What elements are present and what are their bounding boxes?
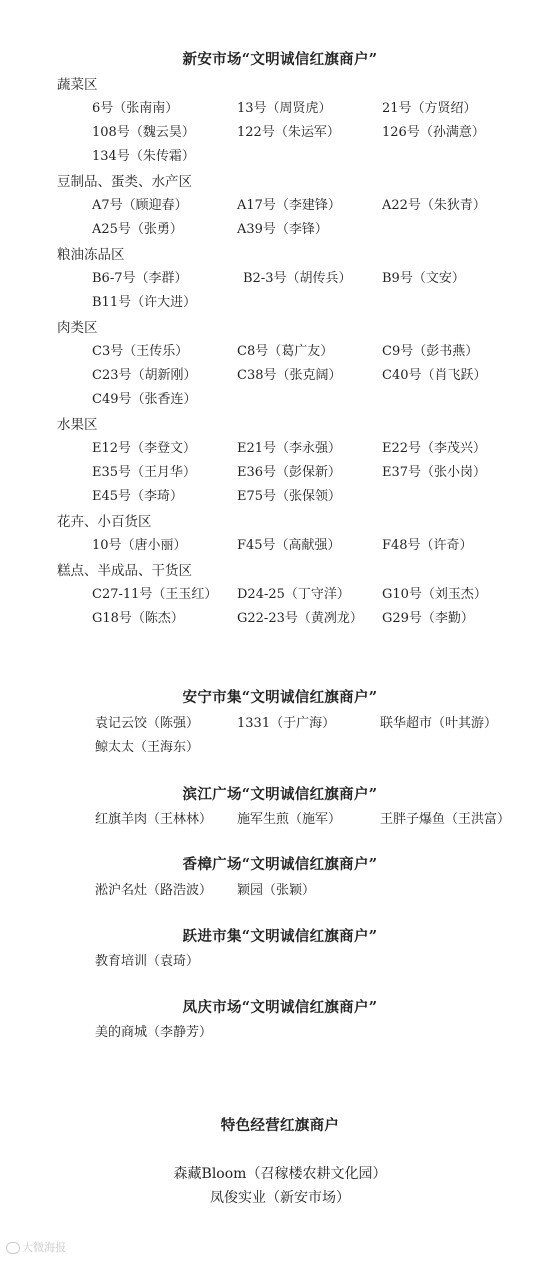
section-title-xinan: 新安市场“文明诚信红旗商户” <box>182 51 378 68</box>
merchant-item: E37号（张小岗） <box>382 465 487 480</box>
merchant-row <box>0 391 560 409</box>
merchant-item: E75号（张保领） <box>237 489 342 504</box>
merchant-item: 红旗羊肉（王林林） <box>95 812 213 827</box>
section-title-fengqing: 凤庆市场“文明诚信红旗商户” <box>182 999 378 1016</box>
merchant-item: C8号（葛广友） <box>237 344 334 359</box>
category-label-grain: 粮油冻品区 <box>57 247 125 263</box>
merchant-item: D24-25（丁守洋） <box>237 587 350 602</box>
category-label-veg: 蔬菜区 <box>57 77 98 93</box>
section-title-anning: 安宁市集“文明诚信红旗商户” <box>182 689 378 706</box>
merchant-row <box>0 367 560 385</box>
merchant-item: F48号（许奇） <box>382 538 473 553</box>
merchant-item: 施军生煎（施军） <box>237 812 342 827</box>
merchant-row <box>0 148 560 166</box>
category-label-bean: 豆制品、蛋类、水产区 <box>57 174 192 190</box>
special-merchant: 凤俊实业（新安市场） <box>210 1190 350 1206</box>
section-title-yuejin: 跃进市集“文明诚信红旗商户” <box>182 928 378 945</box>
merchant-row <box>0 221 560 239</box>
section-title-special: 特色经营红旗商户 <box>220 1117 340 1134</box>
merchant-row <box>0 124 560 142</box>
merchant-item: E21号（李永强） <box>237 441 342 456</box>
merchant-row <box>0 270 560 288</box>
merchant-item: 1331（于广海） <box>237 716 336 731</box>
merchant-item: G29号（李勤） <box>382 611 474 626</box>
category-label-fruit: 水果区 <box>57 417 98 433</box>
merchant-row <box>0 488 560 506</box>
merchant-row <box>0 343 560 361</box>
watermark <box>6 1241 66 1255</box>
merchant-item: 美的商城（李静芳） <box>95 1025 213 1040</box>
merchant-item: A7号（顾迎春） <box>92 198 188 213</box>
merchant-row <box>0 586 560 604</box>
section-title-binjiang: 滨江广场“文明诚信红旗商户” <box>182 786 378 803</box>
category-label-meat: 肉类区 <box>57 320 98 336</box>
merchant-item: E22号（李茂兴） <box>382 441 487 456</box>
merchant-item: B11号（许大进） <box>92 295 197 310</box>
merchant-row <box>0 440 560 458</box>
merchant-row <box>0 100 560 118</box>
merchant-item: C27-11号（王玉红） <box>92 587 218 602</box>
merchant-item: E12号（李登文） <box>92 441 197 456</box>
merchant-item: G22-23号（黄冽龙） <box>237 611 363 626</box>
merchant-item: B2-3号（胡传兵） <box>243 271 352 286</box>
merchant-row <box>0 953 560 971</box>
merchant-item: C9号（彭书燕） <box>382 344 479 359</box>
merchant-item: 21号（方贤绍） <box>382 101 477 116</box>
category-label-flower: 花卉、小百货区 <box>57 514 152 530</box>
merchant-item: C23号（胡新刚） <box>92 368 197 383</box>
merchant-row <box>0 882 560 900</box>
merchant-row <box>0 811 560 829</box>
merchant-item: E36号（彭保新） <box>237 465 342 480</box>
merchant-item: B6-7号（李群） <box>92 271 188 286</box>
merchant-item: 126号（孙满意） <box>382 125 485 140</box>
merchant-item: A22号（朱狄青） <box>382 198 486 213</box>
merchant-item: 联华超市（叶其游） <box>380 716 498 731</box>
merchant-item: E45号（李琦） <box>92 489 184 504</box>
merchant-row <box>0 197 560 215</box>
merchant-item: B9号（文安） <box>382 271 465 286</box>
merchant-row <box>0 715 560 733</box>
merchant-item: E35号（王月华） <box>92 465 197 480</box>
merchant-item: 13号（周贤虎） <box>237 101 332 116</box>
special-merchant: 森藏Bloom（召稼楼农耕文化园） <box>173 1166 387 1182</box>
merchant-item: A39号（李锋） <box>237 222 328 237</box>
merchant-item: 122号（朱运军） <box>237 125 340 140</box>
merchant-item: G10号（刘玉杰） <box>382 587 487 602</box>
merchant-row <box>0 294 560 312</box>
merchant-item: 教育培训（袁琦） <box>95 954 200 969</box>
merchant-item: C3号（王传乐） <box>92 344 189 359</box>
merchant-item: C38号（张克阔） <box>237 368 342 383</box>
watermark-text: 大微海报 <box>22 1241 66 1254</box>
merchant-row <box>0 1024 560 1042</box>
merchant-item: 淞沪名灶（路浩波） <box>95 883 213 898</box>
merchant-item: A17号（李建锋） <box>237 198 341 213</box>
merchant-item: F45号（高献强） <box>237 538 341 553</box>
merchant-item: 颖园（张颖） <box>237 883 316 898</box>
merchant-item: 10号（唐小丽） <box>92 538 187 553</box>
merchant-row <box>0 739 560 757</box>
merchant-item: C40号（肖飞跃） <box>382 368 487 383</box>
merchant-row <box>0 537 560 555</box>
category-label-cake: 糕点、半成品、干货区 <box>57 563 192 579</box>
merchant-item: C49号（张香连） <box>92 392 197 407</box>
merchant-item: 6号（张南南） <box>92 101 179 116</box>
merchant-item: 袁记云饺（陈强） <box>95 716 200 731</box>
merchant-item: 108号（魏云昊） <box>92 125 195 140</box>
merchant-item: 134号（朱传霜） <box>92 149 195 164</box>
merchant-item: A25号（张勇） <box>92 222 183 237</box>
merchant-item: G18号（陈杰） <box>92 611 184 626</box>
section-title-xiangzhang: 香樟广场“文明诚信红旗商户” <box>182 856 378 873</box>
merchant-item: 鲸太太（王海东） <box>95 740 200 755</box>
merchant-row <box>0 464 560 482</box>
merchant-row <box>0 610 560 628</box>
watermark-logo-icon <box>6 1242 20 1254</box>
merchant-item: 王胖子爆鱼（王洪富） <box>380 812 511 827</box>
